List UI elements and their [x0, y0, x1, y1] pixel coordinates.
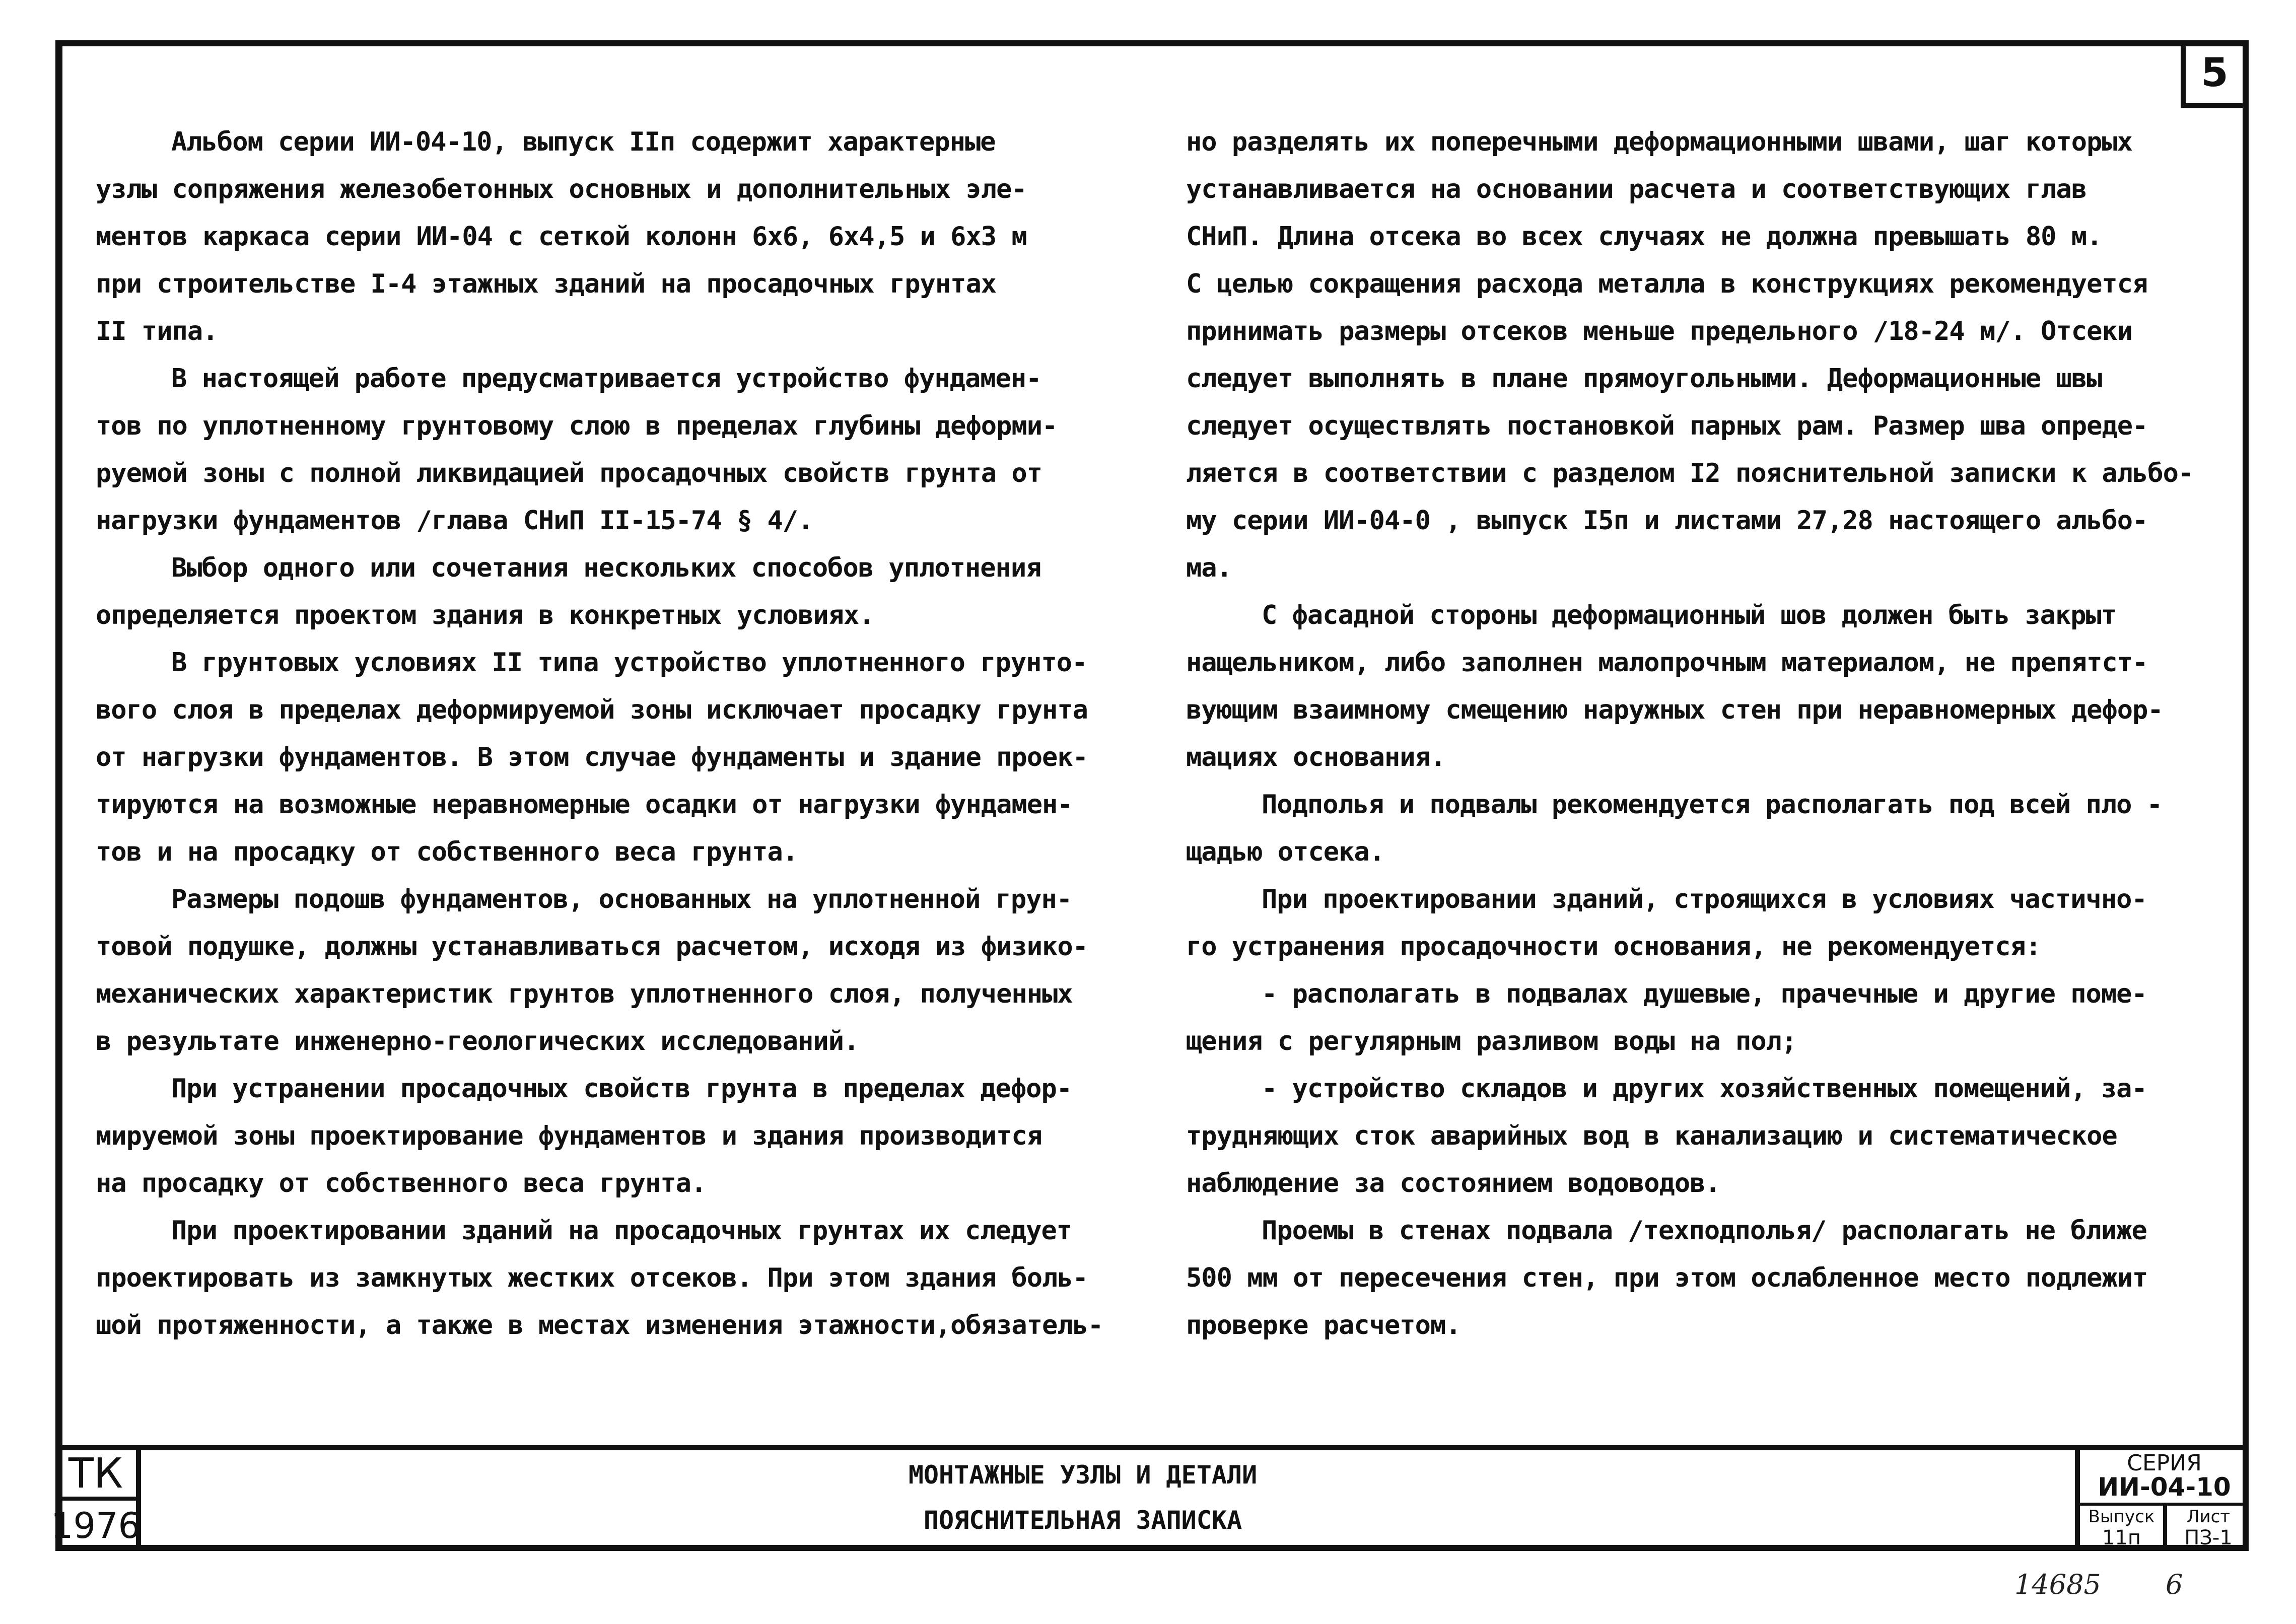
text-line: трудняющих сток аварийных вод в канализацию и систематическое [1186, 1121, 2117, 1151]
text-line: щения с регулярным разливом воды на пол; [1186, 1026, 1797, 1056]
text-line: товой подушке, должны устанавливаться расчетом, исходя из физико- [96, 932, 1088, 962]
text-line: мациях основания. [1186, 742, 1446, 772]
archive-mark: 6 [2166, 1569, 2183, 1600]
text-line: При устранении просадочных свойств грунта в пределах дефор- [171, 1074, 1072, 1104]
text-line: но разделять их поперечными деформационными швами, шаг которых [1186, 127, 2133, 157]
text-line: - устройство складов и других хозяйственных помещений, за- [1262, 1074, 2147, 1104]
series-label: СЕРИЯ [2127, 1450, 2202, 1476]
text-line: шой протяженности, а также в местах изменения этажности,обязатель- [96, 1310, 1103, 1340]
text-line: нащельником, либо заполнен малопрочным материалом, не препятст- [1186, 648, 2148, 678]
issue-label: Выпуск [2088, 1507, 2155, 1527]
text-line: го устранения просадочности основания, не рекомендуется: [1186, 932, 2041, 962]
text-line: Размеры подошв фундаментов, основанных на уплотненной грун- [171, 884, 1072, 914]
text-line: нагрузки фундаментов /глава СНиП II-15-74 § 4/. [96, 506, 813, 536]
text-line: механических характеристик грунтов уплотненного слоя, полученных [96, 979, 1073, 1009]
text-line: от нагрузки фундаментов. В этом случае фундаменты и здание проек- [96, 742, 1088, 772]
text-line: наблюдение за состоянием водоводов. [1186, 1168, 1720, 1198]
text-line: Выбор одного или сочетания нескольких способов уплотнения [171, 553, 1041, 583]
document-year: 1976 [50, 1505, 141, 1546]
text-line: При проектировании зданий, строящихся в условиях частично- [1262, 884, 2147, 914]
text-line: устанавливается на основании расчета и соответствующих глав [1186, 174, 2087, 204]
text-line: му серии ИИ-04-0 , выпуск I5п и листами 27,28 настоящего альбо- [1186, 506, 2148, 536]
text-line: мируемой зоны проектирование фундаментов и здания производится [96, 1121, 1042, 1151]
document-subtitle: ПОЯСНИТЕЛЬНАЯ ЗАПИСКА [923, 1506, 1242, 1535]
page-number: 5 [2181, 43, 2244, 108]
text-line: в результате инженерно-геологических исследований. [96, 1026, 859, 1056]
text-line: Альбом серии ИИ-04-10, выпуск IIп содержит характерные [171, 127, 996, 157]
text-line: проектировать из замкнутых жестких отсеков. При этом здания боль- [96, 1263, 1088, 1293]
text-line: принимать размеры отсеков меньше предельного /18-24 м/. Отсеки [1186, 316, 2133, 346]
text-line: проверке расчетом. [1186, 1310, 1461, 1340]
text-line: тируются на возможные неравномерные осадки от нагрузки фундамен- [96, 790, 1073, 820]
text-line: определяется проектом здания в конкретных условиях. [96, 600, 874, 630]
text-line: следует осуществлять постановкой парных рам. Размер шва опреде- [1186, 411, 2148, 441]
issue-value: 11п [2102, 1526, 2141, 1549]
text-line: Проемы в стенах подвала /техподполья/ располагать не ближе [1262, 1216, 2147, 1246]
text-line: ма. [1186, 553, 1232, 583]
text-line: руемой зоны с полной ликвидацией просадочных свойств грунта от [96, 458, 1042, 488]
title-block-series-cell [2075, 1450, 2249, 1551]
text-line: ментов каркаса серии ИИ-04 с сеткой колонн 6х6, 6х4,5 и 6х3 м [96, 222, 1027, 252]
text-line: на просадку от собственного веса грунта. [96, 1168, 707, 1198]
text-column-left [96, 118, 1108, 1349]
text-line: В настоящей работе предусматривается устройство фундамен- [171, 364, 1041, 394]
text-column-right [1186, 118, 2194, 1349]
text-line: вого слоя в пределах деформируемой зоны исключает просадку грунта [96, 695, 1088, 725]
text-line: Подполья и подвалы рекомендуется располагать под всей пло - [1262, 790, 2163, 820]
organization-code: ТК [55, 1450, 136, 1501]
text-line: С целью сокращения расхода металла в конструкциях рекомендуется [1186, 269, 2148, 299]
title-block [50, 1445, 2249, 1551]
text-line: узлы сопряжения железобетонных основных и дополнительных эле- [96, 174, 1027, 204]
title-block-org-cell [50, 1449, 141, 1551]
text-line: при строительстве I-4 этажных зданий на просадочных грунтах [96, 269, 997, 299]
text-line: тов и на просадку от собственного веса грунта. [96, 837, 798, 867]
text-line: щадью отсека. [1186, 837, 1384, 867]
sheet-label: Лист [2186, 1507, 2231, 1527]
text-line: следует выполнять в плане прямоугольными. Деформационные швы [1186, 364, 2102, 394]
archive-number: 14685 [2014, 1569, 2101, 1600]
document-title: МОНТАЖНЫЕ УЗЛЫ И ДЕТАЛИ [908, 1460, 1258, 1490]
text-line: - располагать в подвалах душевые, прачечные и другие поме- [1262, 979, 2147, 1009]
text-line: тов по уплотненному грунтовому слою в пределах глубины деформи- [96, 411, 1058, 441]
text-line: При проектировании зданий на просадочных грунтах их следует [171, 1216, 1072, 1246]
text-line: 500 мм от пересечения стен, при этом ослабленное место подлежит [1186, 1263, 2148, 1293]
text-line: В грунтовых условиях II типа устройство уплотненного грунто- [171, 648, 1087, 678]
sheet-value: ПЗ-1 [2184, 1526, 2233, 1549]
text-line: СНиП. Длина отсека во всех случаях не должна превышать 80 м. [1186, 222, 2102, 252]
text-line: ляется в соответствии с разделом I2 пояснительной записки к альбо- [1186, 458, 2194, 488]
text-line: II типа. [96, 316, 218, 346]
text-line: С фасадной стороны деформационный шов должен быть закрыт [1262, 600, 2117, 630]
cell-divider [2163, 1504, 2167, 1551]
text-line: вующим взаимному смещению наружных стен при неравномерных дефор- [1186, 695, 2163, 725]
series-value: ИИ-04-10 [2080, 1474, 2249, 1506]
